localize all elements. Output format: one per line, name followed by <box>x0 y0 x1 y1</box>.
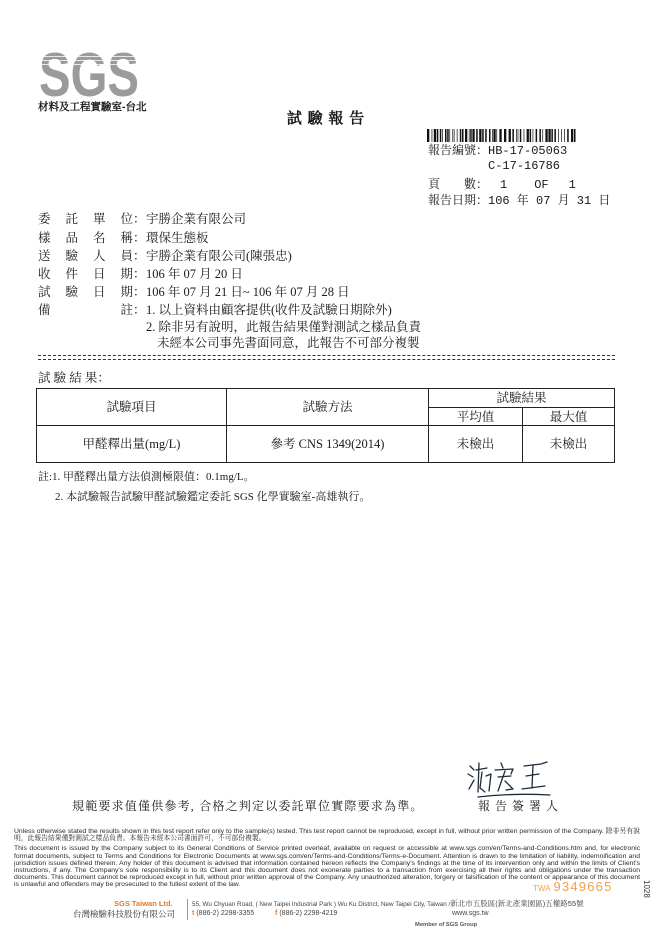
report-number-secondary: C-17-16786 <box>488 159 561 173</box>
barcode-bar <box>533 129 534 142</box>
barcode-bar <box>432 129 433 142</box>
company-name-zh: 台灣檢驗科技股份有限公司 <box>73 909 176 919</box>
header-test-result: 試驗結果 <box>429 389 615 408</box>
sgs-logo-text: SGS <box>39 50 139 98</box>
fax <box>275 909 337 919</box>
barcode-bars <box>427 129 576 142</box>
barcode-bar <box>539 129 541 142</box>
barcode-bar <box>564 129 565 142</box>
telephone-label: t <box>192 910 195 917</box>
double-dashed-divider <box>38 355 615 360</box>
signature-stroke <box>505 781 513 790</box>
page-count-row <box>428 177 576 192</box>
website: www.sgs.tw <box>452 910 489 917</box>
barcode-bar <box>434 129 436 142</box>
logo-stripe <box>38 56 140 57</box>
info-separator: ： <box>133 212 146 226</box>
side-code: 1028 <box>642 880 651 898</box>
report-date-separator: ： <box>476 193 489 207</box>
barcode-bar <box>512 129 514 142</box>
fax-label: f <box>275 910 278 917</box>
barcode-bar <box>442 129 443 142</box>
barcode-bar <box>516 129 517 142</box>
info-value: 環保生態板 <box>146 231 209 245</box>
info-row-sample-name <box>38 231 209 245</box>
header-maximum: 最大值 <box>523 408 615 426</box>
signature-stroke <box>480 772 485 792</box>
header-average: 平均值 <box>429 408 523 426</box>
fax-number: (886-2) 2298-4219 <box>279 910 338 917</box>
signature-stroke <box>469 780 474 789</box>
barcode-bar <box>479 129 481 142</box>
info-separator: ： <box>133 267 146 281</box>
report-number: HB-17-05063 <box>488 144 568 158</box>
barcode-bar <box>470 129 472 142</box>
info-label: 試 驗 日 期 <box>38 285 133 299</box>
report-number-row <box>428 143 567 158</box>
barcode-bar <box>542 129 543 142</box>
disclaimer-paragraph: Unless otherwise stated the results shown in this test report refer only to the sample(s) tested. This test report cannot be reproduced, except in full, without prior written permission of the Company. 除非另有說明，此報告結果僅對測試之樣品負責。本報告未經本公司書面許可，不可部份複製。 <box>14 828 640 843</box>
info-value: 宇勝企業有限公司 <box>146 212 247 226</box>
info-value: 106 年 07 月 21 日~ 106 年 07 月 28 日 <box>146 285 350 299</box>
barcode-bar <box>457 129 458 142</box>
signature-stroke <box>478 763 479 792</box>
report-number-label: 報告編號 <box>428 143 477 157</box>
remarks-line: 2. 除非另有說明，此報告結果僅對測試之樣品負責 <box>146 320 422 334</box>
info-label: 樣 品 名 稱 <box>38 231 133 245</box>
serial-digits: 9349665 <box>553 879 613 894</box>
report-date: 106 年 07 月 31 日 <box>488 194 611 208</box>
report-date-row <box>428 193 610 208</box>
header-test-item: 試驗項目 <box>37 389 227 426</box>
barcode-bar <box>454 129 455 142</box>
barcode-bar <box>485 129 487 142</box>
report-number-separator: ： <box>476 143 489 157</box>
page-count-label: 頁 數 <box>428 177 476 191</box>
info-label: 委 託 單 位 <box>38 212 133 226</box>
signature-stroke <box>522 786 545 789</box>
barcode-bar <box>567 129 569 142</box>
barcode-bar <box>447 129 449 142</box>
handwritten-signature <box>460 758 564 802</box>
info-label: 送 驗 人 員 <box>38 249 133 263</box>
barcode-bar <box>509 129 511 142</box>
lab-name: 材料及工程實驗室-台北 <box>38 101 147 113</box>
barcode-bar <box>449 129 450 142</box>
remarks-label: 備 註 <box>38 303 133 317</box>
barcode-bar <box>518 129 519 142</box>
page-of: OF <box>534 178 549 192</box>
signature-stroke <box>470 766 474 770</box>
barcode-bar <box>574 129 576 142</box>
barcode-bar <box>504 129 506 142</box>
requirement-note: 規範要求值僅供參考, 合格之判定以委託單位實際要求為準。 <box>72 799 424 813</box>
address-en: 55, Wu Chyuan Road, ( New Taipei Industrial Park ) Wu Ku District, New Taipei City, Taiwan / <box>192 901 451 908</box>
info-row-submitter <box>38 249 292 263</box>
signature-stroke <box>478 794 550 797</box>
barcode-bar <box>469 129 470 142</box>
barcode-bar <box>427 129 429 142</box>
sgs-logo <box>38 50 140 98</box>
results-heading: 試 驗 結 果： <box>38 371 110 385</box>
logo-stripe <box>38 64 140 65</box>
signature-stroke <box>486 774 491 791</box>
signature-stroke <box>498 771 505 791</box>
barcode-bar <box>492 129 493 142</box>
cell-average: 未檢出 <box>429 426 523 463</box>
report-signatory-label: 報 告 簽 署 人 <box>478 799 560 813</box>
info-row-client <box>38 212 246 226</box>
barcode-bar <box>482 129 484 142</box>
barcode-bar <box>520 129 522 142</box>
barcode-bar <box>551 129 553 142</box>
results-table <box>36 388 615 463</box>
signature-stroke <box>498 776 511 777</box>
barcode-bar <box>496 129 497 142</box>
company-address <box>192 899 584 909</box>
info-value: 宇勝企業有限公司(陳張忠) <box>146 249 292 263</box>
info-separator: ： <box>133 231 146 245</box>
barcode-bar <box>440 129 442 142</box>
address-zh: 新北市五股區(新北產業園區)五權路55號 <box>450 899 584 908</box>
serial-number <box>533 880 613 896</box>
signature-stroke <box>524 762 547 766</box>
signature-stroke <box>501 763 503 768</box>
serial-prefix: TWA <box>533 884 551 893</box>
info-label: 收 件 日 期 <box>38 267 133 281</box>
company-name-en: SGS Taiwan Ltd. <box>114 899 173 908</box>
barcode-bar <box>462 129 464 142</box>
barcode-bar <box>472 129 474 142</box>
info-separator: ： <box>133 249 146 263</box>
barcode-bar <box>460 129 462 142</box>
barcode-bar <box>554 129 556 142</box>
barcode-bar <box>493 129 495 142</box>
barcode-bar <box>437 129 439 142</box>
table-header-row <box>37 389 615 408</box>
barcode-bar <box>536 129 538 142</box>
barcode-bar <box>545 129 547 142</box>
page-count-separator: ： <box>476 177 489 191</box>
signature-stroke <box>476 768 487 770</box>
info-value: 106 年 07 月 20 日 <box>146 267 243 281</box>
note-1: 註:1. 甲醛釋出量方法偵測極限值：0.1mg/L。 <box>38 471 255 483</box>
remarks-line: 未經本公司事先書面同意，此報告不可部分複製 <box>157 336 420 350</box>
info-row-remarks <box>38 303 392 317</box>
barcode-bar <box>571 129 573 142</box>
barcode-bar <box>499 129 501 142</box>
info-separator: ： <box>133 285 146 299</box>
report-date-label: 報告日期 <box>428 193 477 207</box>
logo-stripe <box>38 60 140 61</box>
signature-stroke <box>468 774 473 777</box>
barcode-bar <box>558 129 559 142</box>
barcode-bar <box>527 129 529 142</box>
report-title: 試 驗 報 告 <box>286 111 366 127</box>
cell-test-method: 參考 CNS 1349(2014) <box>227 426 429 463</box>
barcode-bar <box>465 129 467 142</box>
barcode-bar <box>524 129 525 142</box>
barcode <box>427 129 577 142</box>
remarks-line: 1. 以上資料由顧客提供(收件及試驗日期除外) <box>146 303 392 317</box>
barcode-bar <box>445 129 447 142</box>
barcode-bar <box>452 129 453 142</box>
telephone-number: (886-2) 2298-3355 <box>196 910 255 917</box>
barcode-bar <box>489 129 491 142</box>
page-current: 1 <box>500 178 508 192</box>
note-2: 2. 本試驗報告試驗甲醛試驗鑑定委託 SGS 化學實驗室-高雄執行。 <box>55 491 371 503</box>
info-separator: ： <box>133 303 146 317</box>
barcode-bar <box>530 129 532 142</box>
report-number-secondary-row <box>488 159 560 173</box>
info-row-test-date <box>38 285 350 299</box>
header-test-method: 試驗方法 <box>227 389 429 426</box>
barcode-bar <box>548 129 550 142</box>
footer-divider <box>187 899 188 920</box>
barcode-bar <box>561 129 562 142</box>
info-row-received-date <box>38 267 243 281</box>
disclaimer-paragraph: This document is issued by the Company subject to its General Conditions of Service printed overleaf, available on request or accessible at www.sgs.com/en/Terms-and-Conditions.htm and, for electronic format documents, subject to Terms and Conditions for Electronic Documents at www.sgs.com/en/Terms-and-Conditions/Terms-e-Document. Attention is drawn to the limitation of liability, indemnification and jurisdiction issues defined therein. Any holder of this document is advised that information contained hereon reflects the Company's findings at the time of its intervention only and within the limits of Client's instructions, if any. The Company's sole responsibility is to its Client and this document does not exonerate parties to a transaction from exercising all their rights and obligations under the transaction documents. This document cannot be reproduced except in full, without prior written approval of the Company. Any unauthorized alteration, forgery or falsification of the content or appearance of this document is unlawful and offenders may be prosecuted to the fullest extent of the law. <box>14 845 640 889</box>
cell-test-item: 甲醛釋出量(mg/L) <box>37 426 227 463</box>
signature-stroke <box>532 765 533 788</box>
member-of-group: Member of SGS Group <box>415 922 478 928</box>
table-row <box>37 426 615 463</box>
cell-maximum: 未檢出 <box>523 426 615 463</box>
page-total: 1 <box>568 178 576 192</box>
telephone <box>192 909 254 919</box>
barcode-bar <box>476 129 478 142</box>
